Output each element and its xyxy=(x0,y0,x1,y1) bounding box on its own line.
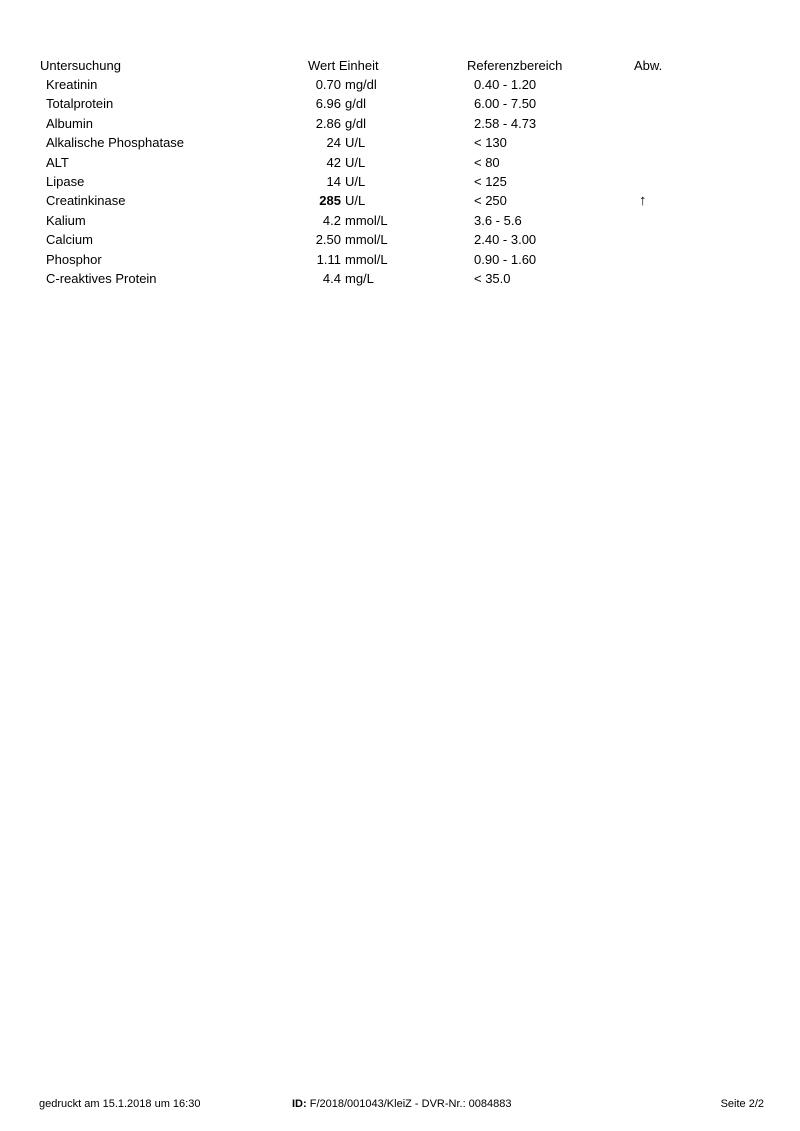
table-row xyxy=(0,251,800,270)
table-row xyxy=(0,115,800,134)
reference-range: 0.40 - 1.20 xyxy=(474,77,537,92)
result-unit: mmol/L xyxy=(345,212,388,228)
result-value: 2.86 xyxy=(315,115,341,131)
result-unit: mg/dl xyxy=(345,77,377,92)
test-name: Albumin xyxy=(46,115,93,131)
table-row xyxy=(0,173,800,192)
reference-range: 2.40 - 3.00 xyxy=(474,232,537,248)
deviation-flag: ↑ xyxy=(639,192,647,210)
table-row xyxy=(0,154,800,173)
header-deviation: Abw. xyxy=(634,58,663,73)
result-unit: U/L xyxy=(345,135,366,151)
header-value-unit: Wert Einheit xyxy=(308,58,379,73)
reference-range: < 125 xyxy=(474,173,507,189)
id-label: ID: xyxy=(292,1098,307,1110)
header-reference: Referenzbereich xyxy=(467,58,563,73)
document-id xyxy=(292,1095,512,1113)
test-name: Kreatinin xyxy=(46,77,98,92)
reference-range: 0.90 - 1.60 xyxy=(474,251,537,267)
result-value: 285 xyxy=(319,193,341,209)
result-unit: mg/L xyxy=(345,270,374,286)
result-unit: mmol/L xyxy=(345,232,388,248)
test-name: Lipase xyxy=(46,173,85,189)
result-unit: mmol/L xyxy=(345,251,388,267)
table-header xyxy=(0,57,800,75)
test-name: ALT xyxy=(46,154,69,170)
test-name: Kalium xyxy=(46,212,86,228)
test-name: Calcium xyxy=(46,232,93,248)
printed-date: gedruckt am 15.1.2018 um 16:30 xyxy=(39,1098,201,1110)
result-unit: U/L xyxy=(345,193,366,209)
table-row xyxy=(0,270,800,289)
reference-range: 3.6 - 5.6 xyxy=(474,212,522,228)
result-value: 1.11 xyxy=(316,251,341,267)
test-name: Phosphor xyxy=(46,251,102,267)
id-text: F/2018/001043/KleiZ - DVR-Nr.: 0084883 xyxy=(306,1098,512,1110)
test-name: Totalprotein xyxy=(46,96,114,112)
result-value: 24 xyxy=(326,135,341,151)
page-footer xyxy=(0,1095,800,1111)
result-value: 0.70 xyxy=(315,77,341,92)
reference-range: 2.58 - 4.73 xyxy=(474,115,537,131)
reference-range: < 130 xyxy=(474,135,507,151)
table-row xyxy=(0,95,800,114)
result-value: 42 xyxy=(326,154,341,170)
result-unit: g/dl xyxy=(345,96,366,112)
table-row xyxy=(0,76,800,95)
page-number: Seite 2/2 xyxy=(720,1098,764,1110)
results-table xyxy=(0,76,800,289)
test-name: Alkalische Phosphatase xyxy=(46,135,185,151)
result-value: 6.96 xyxy=(315,96,341,112)
test-name: C-reaktives Protein xyxy=(46,270,157,286)
table-row xyxy=(0,192,800,211)
reference-range: < 35.0 xyxy=(474,270,511,286)
table-row xyxy=(0,212,800,231)
result-value: 4.4 xyxy=(322,270,341,286)
result-value: 2.50 xyxy=(315,232,341,248)
result-value: 4.2 xyxy=(322,212,341,228)
reference-range: < 250 xyxy=(474,193,507,209)
header-test: Untersuchung xyxy=(40,58,121,73)
table-row xyxy=(0,134,800,153)
reference-range: < 80 xyxy=(474,154,500,170)
reference-range: 6.00 - 7.50 xyxy=(474,96,537,112)
table-row xyxy=(0,231,800,250)
result-value: 14 xyxy=(326,173,341,189)
result-unit: U/L xyxy=(345,154,366,170)
result-unit: g/dl xyxy=(345,115,366,131)
result-unit: U/L xyxy=(345,173,366,189)
test-name: Creatinkinase xyxy=(46,193,126,209)
